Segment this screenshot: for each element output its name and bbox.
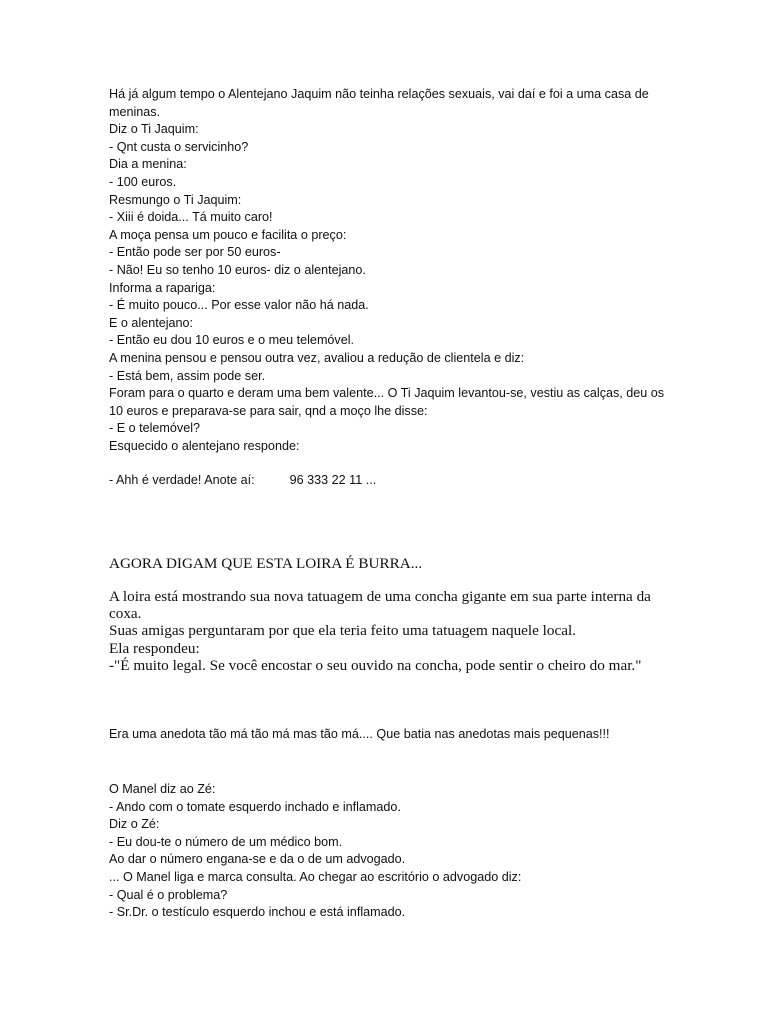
text-line: Informa a rapariga: [109, 280, 216, 295]
text-line: Suas amigas perguntaram por que ela teria feito uma tatuagem naquele local. [109, 622, 576, 640]
joke-loira-body [109, 588, 669, 674]
text-line: - Qnt custa o servicinho? [109, 139, 249, 154]
text-line: Ela respondeu: [109, 639, 200, 657]
text-line: Há já algum tempo o Alentejano Jaquim não teinha relações sexuais, vai daí e foi a uma casa de meninas. [109, 87, 653, 119]
text-line: A moça pensa um pouco e facilita o preço: [109, 227, 347, 242]
text-line: Foram para o quarto e deram uma bem valente... O Ti Jaquim levantou-se, vestiu as calças, deu os 10 euros e preparava-se para sair, qnd a moço lhe disse: [109, 386, 668, 418]
text-line: ... O Manel liga e marca consulta. Ao chegar ao escritório o advogado diz: [109, 869, 522, 884]
text-line: Diz o Zé: [109, 817, 160, 832]
text-line: A menina pensou e pensou outra vez, avaliou a redução de clientela e diz: [109, 350, 525, 365]
text-line: - É muito pouco... Por esse valor não há nada. [109, 298, 369, 313]
text-line: - Está bem, assim pode ser. [109, 368, 266, 383]
joke-manel-ze [109, 781, 669, 922]
text-line: Diz o Ti Jaquim: [109, 122, 199, 137]
text-line: - Então eu dou 10 euros e o meu telemóvel. [109, 333, 355, 348]
text-line: - Ando com o tomate esquerdo inchado e inflamado. [109, 799, 401, 814]
text-line: - Eu dou-te o número de um médico bom. [109, 834, 343, 849]
joke-anedota-oneliner: Era uma anedota tão má tão má mas tão má.... Que batia nas anedotas mais pequenas!!! [109, 727, 610, 741]
text-line: - Ahh é verdade! Anote aí: 96 333 22 11 ... [109, 473, 377, 488]
text-line: Resmungo o Ti Jaquim: [109, 192, 242, 207]
text-line: O Manel diz ao Zé: [109, 782, 216, 796]
text-line: - Sr.Dr. o testículo esquerdo inchou e está inflamado. [109, 905, 406, 920]
blank-line [109, 455, 669, 472]
text-line: Ao dar o número engana-se e da o de um advogado. [109, 852, 406, 867]
text-line: - E o telemóvel? [109, 421, 200, 436]
text-line: - 100 euros. [109, 174, 177, 189]
text-line: -"É muito legal. Se você encostar o seu ouvido na concha, pode sentir o cheiro do mar." [109, 656, 642, 674]
text-line: Dia a menina: [109, 157, 187, 172]
text-line: A loira está mostrando sua nova tatuagem de uma concha gigante em sua parte interna da coxa. [109, 588, 655, 623]
text-line: E o alentejano: [109, 315, 194, 330]
joke-loira-title: AGORA DIGAM QUE ESTA LOIRA É BURRA... [109, 555, 423, 572]
text-line: - Não! Eu so tenho 10 euros- diz o alentejano. [109, 262, 366, 277]
joke-alentejano [109, 86, 669, 490]
text-line: - Qual é o problema? [109, 887, 228, 902]
text-line: - Xiii é doida... Tá muito caro! [109, 210, 273, 225]
text-line: - Então pode ser por 50 euros- [109, 245, 281, 260]
text-line: Esquecido o alentejano responde: [109, 438, 300, 453]
